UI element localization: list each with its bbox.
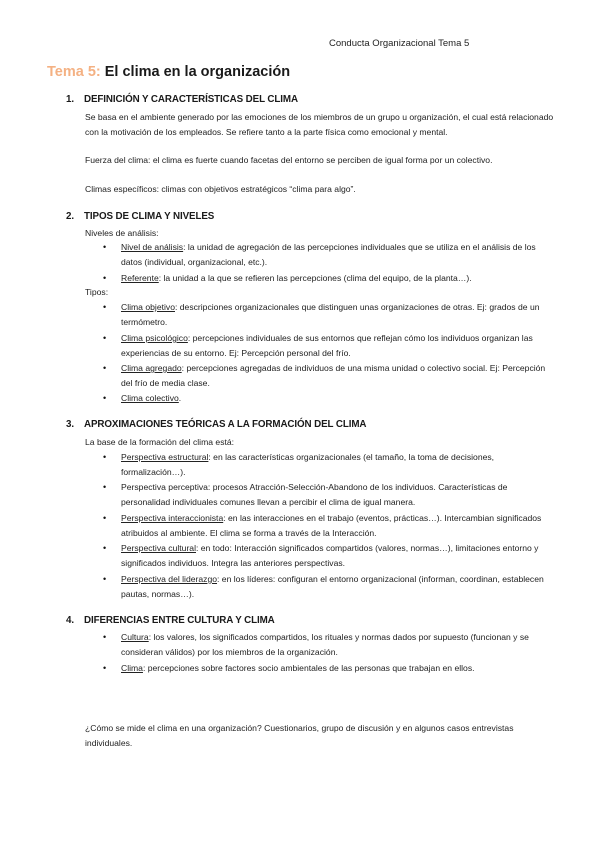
section-2-heading (66, 211, 214, 222)
list-item-text: : en los líderes: configuran el entorno organizacional (informan, coordinan, establecen pautas, normas…). (121, 574, 544, 599)
list-item-term: Clima agregado (121, 363, 182, 373)
section-2-number: 2. (66, 211, 74, 222)
list-item (121, 630, 551, 659)
section-1-heading (66, 94, 298, 105)
list-item (121, 511, 551, 540)
list-item (121, 361, 551, 390)
list-item (121, 240, 551, 269)
list-item-term: Clima objetivo (121, 302, 175, 312)
list-item-text: : en todo: Interacción significados compartidos (valores, normas…), limitaciones entorno y significados individuos. Integra las anteriores perspectivas. (121, 543, 539, 568)
list-item-text: : percepciones agregadas de individuos de una misma unidad o colectivo social. Ej: Percepción del frío de media clase. (121, 363, 546, 388)
bullet-icon: • (103, 543, 107, 553)
levels-label: Niveles de análisis: (85, 228, 159, 238)
section-1-fuerza: Fuerza del clima: el clima es fuerte cuando facetas del entorno se perciben de igual forma por un colectivo. (85, 155, 493, 165)
bullet-icon: • (103, 363, 107, 373)
list-item-text: : la unidad a la que se refieren las percepciones (clima del equipo, de la planta…). (158, 273, 472, 283)
title-text: El clima en la organización (104, 64, 291, 80)
section-1-number: 1. (66, 94, 74, 105)
bullet-icon: • (103, 273, 107, 283)
list-item-text: : en las interacciones en el trabajo (eventos, prácticas…). Intercambian significados atribuidos al ambiente. El clima se forma a través de la Interacción. (121, 513, 542, 538)
section-4-heading (66, 615, 275, 626)
list-item-term: Perspectiva interaccionista (121, 513, 224, 523)
title-prefix: Tema 5: (47, 64, 101, 80)
list-item (121, 572, 551, 601)
list-item-text: : la unidad de agregación de las percepciones individuales que se utiliza en el análisis de los datos (individual, organizacional, etc.). (121, 242, 536, 267)
bullet-icon: • (103, 574, 107, 584)
list-item-term: Nivel de análisis (121, 242, 184, 252)
section-3-title: APROXIMACIONES TEÓRICAS A LA FORMACIÓN DEL CLIMA (84, 419, 367, 430)
list-item-term: Referente (121, 273, 159, 283)
section-3-intro: La base de la formación del clima está: (85, 437, 235, 447)
section-1-especificos: Climas específicos: climas con objetivos estratégicos “clima para algo”. (85, 184, 356, 194)
bullet-icon: • (103, 632, 107, 642)
list-item (121, 300, 551, 329)
bullet-icon: • (103, 452, 107, 462)
list-item (121, 541, 551, 570)
section-3-number: 3. (66, 419, 74, 430)
list-item-term: Perspectiva cultural (121, 543, 196, 553)
list-item (121, 450, 551, 479)
bullet-icon: • (103, 393, 107, 403)
list-item-text: : los valores, los significados compartidos, los rituales y normas dados por supuesto (funcionan y se consideran válidos) por los miembros de la organización. (121, 632, 529, 657)
bullet-icon: • (103, 663, 107, 673)
section-2-title: TIPOS DE CLIMA Y NIVELES (84, 211, 215, 222)
list-item (121, 480, 551, 509)
bullet-icon: • (103, 302, 107, 312)
list-item-text: : percepciones sobre factores socio ambientales de las personas que trabajan en ellos. (142, 663, 475, 673)
list-item-term: Perspectiva del liderazgo (121, 574, 218, 584)
list-item-text: Perspectiva perceptiva: procesos Atracción-Selección-Abandono de los individuos. Características de personalidad individuales comunes llevan a percibir el clima de igual manera. (121, 482, 508, 507)
list-item-text: : percepciones individuales de sus entornos que reflejan cómo los individuos organizan las experiencias de su entorno. Ej: Percepción personal del frío. (121, 333, 533, 358)
list-item-term: Cultura (121, 632, 149, 642)
list-item-term: Clima psicológico (121, 333, 188, 343)
section-4-title: DIFERENCIAS ENTRE CULTURA Y CLIMA (84, 615, 275, 626)
closing-paragraph: ¿Cómo se mide el clima en una organización? Cuestionarios, grupo de discusión y en algunos casos entrevistas individuales. (85, 723, 514, 748)
list-item (121, 391, 551, 406)
list-item (121, 331, 551, 360)
section-1-definition: Se basa en el ambiente generado por las emociones de los miembros de un grupo u organización, el cual está relacionado con la motivación de los empleados. Se refiere tanto a la parte física como emocional y mental. (85, 112, 554, 137)
list-item (121, 271, 551, 286)
list-item-term: Clima (121, 663, 143, 673)
list-item-text: : descripciones organizacionales que distinguen unas organizaciones de otras. Ej: grados de un termómetro. (121, 302, 540, 327)
bullet-icon: • (103, 482, 107, 492)
bullet-icon: • (103, 513, 107, 523)
bullet-icon: • (103, 242, 107, 252)
types-label: Tipos: (85, 287, 109, 297)
running-header: Conducta Organizacional Tema 5 (329, 38, 470, 49)
list-item (121, 661, 551, 676)
list-item-term: Perspectiva estructural (121, 452, 209, 462)
section-3-heading (66, 419, 366, 430)
page-title (47, 64, 290, 80)
bullet-icon: • (103, 333, 107, 343)
list-item-text: : en las características organizacionales (el tamaño, la toma de decisiones, formalización…). (121, 452, 495, 477)
list-item-term: Clima colectivo (121, 393, 179, 403)
section-1-title: DEFINICIÓN Y CARACTERÍSTICAS DEL CLIMA (84, 94, 298, 105)
section-4-number: 4. (66, 615, 74, 626)
list-item-text: . (178, 393, 182, 403)
